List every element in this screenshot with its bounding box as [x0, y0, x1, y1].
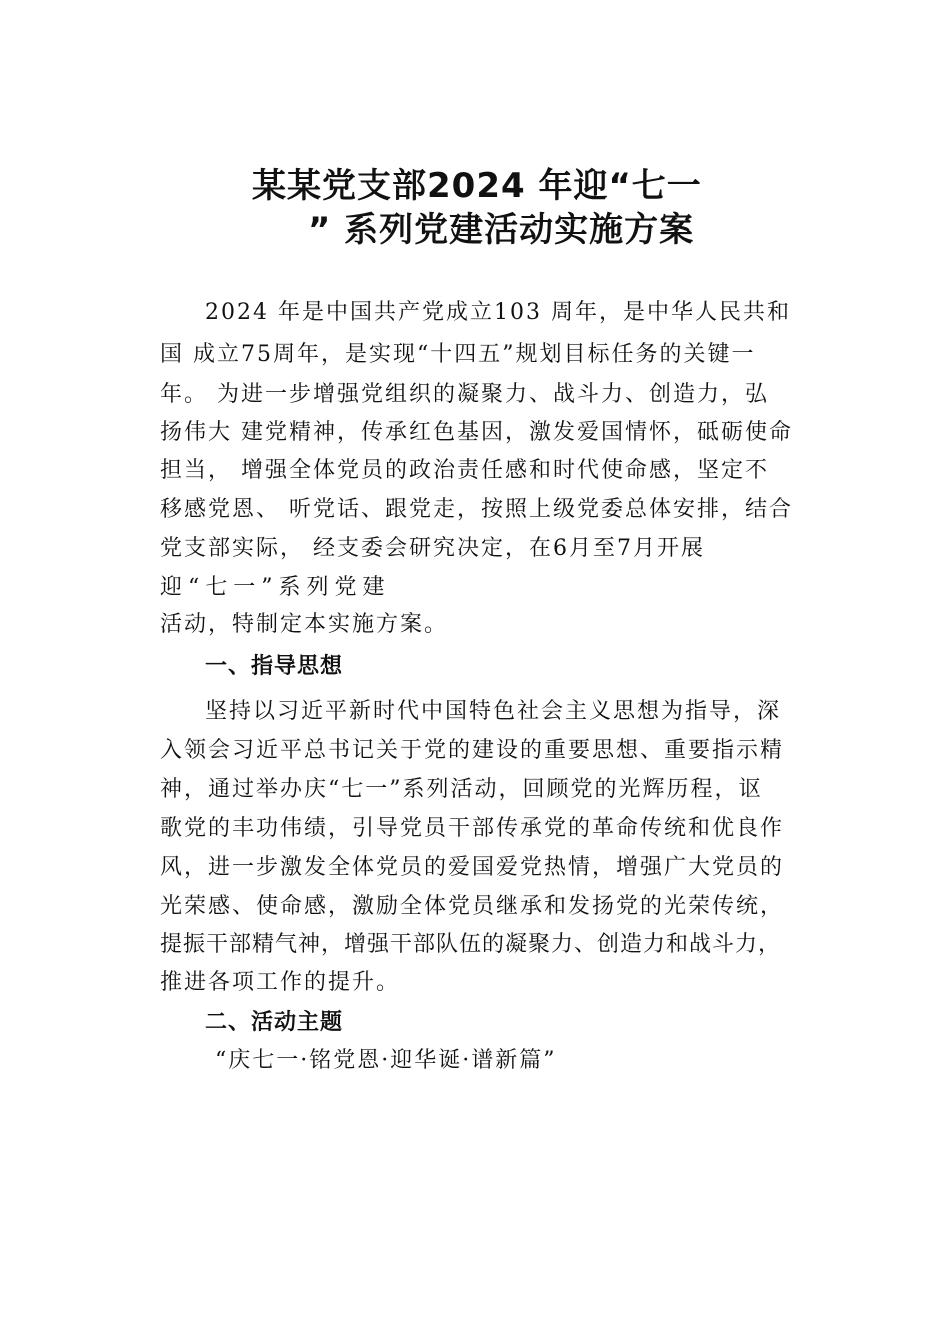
document-title-line-1: 某某党支部2024 年迎“七一 — [252, 166, 702, 206]
intro-line: 扬伟大 建党精神，传承红色基因，激发爱国情怀，砥砺使命 — [160, 420, 793, 445]
section1-line: 推进各项工作的提升。 — [160, 970, 401, 995]
section1-line: 光荣感、使命感，激励全体党员继承和发扬党的光荣传统， — [160, 894, 785, 919]
intro-line: 移感党恩、 听党话、跟党走，按照上级党委总体安排，结合 — [160, 497, 793, 522]
intro-line: 党支部实际， 经支委会研究决定，在6月至7月开展 — [160, 536, 705, 561]
section1-line: 坚持以习近平新时代中国特色社会主义思想为指导，深 — [205, 699, 782, 724]
intro-line: 迎“七一”系列党建 — [160, 575, 391, 600]
activity-theme-text: “庆七一·铭党恩·迎华诞·谱新篇” — [215, 1048, 557, 1073]
intro-line: 担当， 增强全体党员的政治责任感和时代使命感，坚定不 — [160, 458, 769, 483]
intro-line: 活动，特制定本实施方案。 — [160, 612, 449, 637]
section-heading-guiding-thought: 一、指导思想 — [205, 654, 344, 679]
section-heading-activity-theme: 二、活动主题 — [205, 1010, 344, 1035]
section1-line: 入领会习近平总书记关于党的建设的重要思想、重要指示精 — [160, 738, 785, 763]
document-title-line-2: ” 系列党建活动实施方案 — [308, 210, 695, 250]
section1-line: 风，进一步激发全体党员的爱国爱党热情，增强广大党员的 — [160, 855, 785, 880]
section1-line: 提振干部精气神，增强干部队伍的凝聚力、创造力和战斗力， — [160, 932, 782, 957]
section1-line: 神，通过举办庆“七一”系列活动，回顾党的光辉历程，讴 — [160, 777, 763, 802]
intro-line: 国 成立75周年，是实现“十四五”规划目标任务的关键一 — [160, 342, 756, 367]
intro-line: 2024 年是中国共产党成立103 周年，是中华人民共和 — [205, 300, 791, 325]
section1-line: 歌党的丰功伟绩，引导党员干部传承党的革命传统和优良作 — [160, 816, 785, 841]
intro-line: 年。 为进一步增强党组织的凝聚力、战斗力、创造力，弘 — [160, 382, 769, 407]
